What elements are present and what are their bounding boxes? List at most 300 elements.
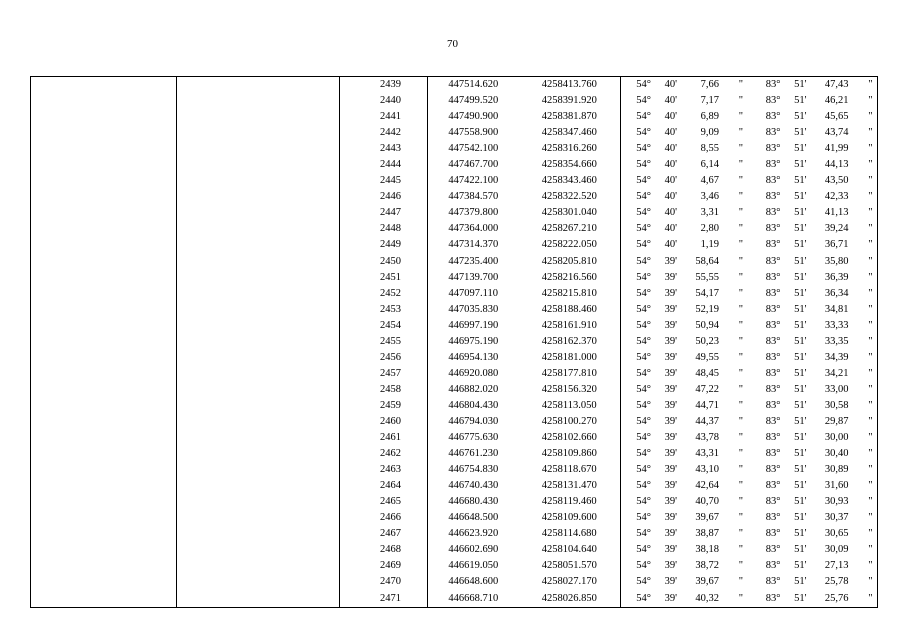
y-coordinate: 4258215.810 bbox=[519, 286, 621, 302]
point-number: 2447 bbox=[340, 205, 428, 221]
seconds-value: 30,65 bbox=[824, 528, 849, 540]
x-coordinate: 447558.900 bbox=[448, 127, 499, 139]
seconds-value: 47,22 bbox=[695, 383, 719, 395]
longitude bbox=[751, 286, 878, 302]
longitude bbox=[751, 205, 878, 221]
minutes bbox=[651, 574, 677, 590]
degrees-value: 83 bbox=[765, 335, 777, 347]
degrees-value: 54 bbox=[636, 159, 647, 171]
minutes bbox=[651, 398, 677, 414]
degrees-value: 83 bbox=[765, 303, 777, 315]
seconds-symbol: " bbox=[738, 111, 743, 123]
seconds-value: 38,87 bbox=[695, 528, 719, 540]
seconds-symbol: " bbox=[738, 496, 743, 508]
seconds bbox=[804, 398, 849, 414]
minutes bbox=[781, 157, 807, 173]
table-row bbox=[31, 350, 878, 366]
minutes-value: 51 bbox=[794, 207, 805, 219]
minutes-symbol: ' bbox=[675, 95, 677, 107]
latitude bbox=[621, 141, 751, 157]
minutes bbox=[651, 334, 677, 350]
longitude bbox=[751, 366, 878, 382]
longitude bbox=[751, 77, 878, 94]
seconds-value: 3,31 bbox=[700, 207, 719, 219]
minutes-symbol: ' bbox=[675, 319, 677, 331]
degrees bbox=[621, 189, 651, 205]
seconds bbox=[677, 77, 719, 93]
blank-cell bbox=[31, 382, 177, 398]
degrees-symbol: ° bbox=[646, 223, 651, 235]
x-coordinate: 447364.000 bbox=[448, 223, 499, 235]
degrees-symbol: ° bbox=[646, 335, 651, 347]
y-coordinate: 4258104.640 bbox=[519, 542, 621, 558]
minutes-value: 51 bbox=[794, 367, 805, 379]
degrees-symbol: ° bbox=[646, 95, 651, 107]
degrees bbox=[751, 350, 781, 366]
x-coordinate: 447379.800 bbox=[448, 207, 499, 219]
degrees bbox=[751, 77, 781, 93]
longitude-dms bbox=[751, 414, 878, 430]
seconds bbox=[804, 510, 849, 526]
seconds-value: 46,21 bbox=[824, 95, 849, 107]
seconds bbox=[804, 237, 849, 253]
seconds bbox=[677, 334, 719, 350]
minutes-value: 51 bbox=[794, 432, 805, 444]
minutes-symbol: ' bbox=[804, 528, 807, 540]
longitude-dms bbox=[751, 125, 878, 141]
seconds bbox=[804, 542, 849, 558]
degrees-symbol: ° bbox=[776, 95, 781, 107]
seconds-value: 49,55 bbox=[695, 351, 719, 363]
minutes-symbol: ' bbox=[675, 592, 677, 604]
y-coordinate: 4258100.270 bbox=[519, 414, 621, 430]
coordinates-table-body bbox=[31, 77, 878, 608]
seconds-symbol: " bbox=[868, 111, 873, 123]
seconds bbox=[677, 189, 719, 205]
point-number: 2456 bbox=[340, 350, 428, 366]
degrees-symbol: ° bbox=[776, 191, 781, 203]
degrees-symbol: ° bbox=[776, 544, 781, 556]
degrees-symbol: ° bbox=[646, 303, 651, 315]
longitude-dms bbox=[751, 109, 878, 125]
seconds-value: 55,55 bbox=[695, 271, 719, 283]
degrees bbox=[621, 93, 651, 109]
y-coordinate: 4258109.860 bbox=[519, 446, 621, 462]
minutes-value: 40 bbox=[664, 175, 676, 187]
seconds-value: 25,78 bbox=[824, 576, 849, 588]
minutes-symbol: ' bbox=[675, 544, 677, 556]
seconds-symbol: " bbox=[868, 432, 873, 444]
degrees-symbol: ° bbox=[646, 175, 651, 187]
degrees-symbol: ° bbox=[776, 496, 781, 508]
minutes-value: 39 bbox=[664, 319, 676, 331]
minutes bbox=[651, 350, 677, 366]
point-number: 2457 bbox=[340, 366, 428, 382]
seconds-symbol: " bbox=[868, 207, 873, 219]
seconds-symbol: " bbox=[868, 319, 873, 331]
longitude bbox=[751, 254, 878, 270]
degrees-value: 83 bbox=[765, 480, 777, 492]
y-coordinate: 4258113.050 bbox=[519, 398, 621, 414]
minutes bbox=[781, 382, 807, 398]
minutes-symbol: ' bbox=[804, 432, 807, 444]
x-coordinate: 446648.500 bbox=[448, 512, 499, 524]
blank-cell bbox=[31, 542, 177, 558]
minutes bbox=[651, 526, 677, 542]
minutes-value: 40 bbox=[664, 191, 676, 203]
degrees-symbol: ° bbox=[646, 191, 651, 203]
minutes-value: 51 bbox=[794, 335, 805, 347]
y-coordinate: 4258119.460 bbox=[519, 494, 621, 510]
latitude bbox=[621, 157, 751, 173]
table-row bbox=[31, 302, 878, 318]
blank-cell bbox=[177, 125, 340, 141]
seconds-symbol: " bbox=[868, 496, 873, 508]
seconds-symbol: " bbox=[738, 399, 743, 411]
x-coordinate: 447314.370 bbox=[448, 239, 499, 251]
table-row bbox=[31, 558, 878, 574]
degrees bbox=[621, 430, 651, 446]
latitude-dms bbox=[621, 526, 751, 542]
latitude-dms bbox=[621, 430, 751, 446]
x-coordinate: 447514.620 bbox=[428, 77, 519, 94]
seconds-symbol: " bbox=[868, 239, 873, 251]
minutes bbox=[781, 350, 807, 366]
longitude bbox=[751, 478, 878, 494]
degrees bbox=[751, 334, 781, 350]
degrees-symbol: ° bbox=[646, 464, 651, 476]
degrees-symbol: ° bbox=[646, 432, 651, 444]
seconds-symbol: " bbox=[868, 351, 873, 363]
minutes-value: 51 bbox=[794, 448, 805, 460]
point-number: 2444 bbox=[340, 157, 428, 173]
minutes bbox=[781, 221, 807, 237]
minutes bbox=[651, 494, 677, 510]
latitude-dms bbox=[621, 366, 751, 382]
seconds bbox=[677, 510, 719, 526]
table-row bbox=[31, 189, 878, 205]
minutes bbox=[651, 173, 677, 189]
latitude-dms bbox=[621, 221, 751, 237]
minutes bbox=[781, 125, 807, 141]
minutes bbox=[781, 189, 807, 205]
degrees-symbol: ° bbox=[776, 271, 781, 283]
minutes-symbol: ' bbox=[804, 175, 807, 187]
degrees bbox=[621, 558, 651, 574]
longitude-dms bbox=[751, 270, 878, 286]
seconds-symbol: " bbox=[868, 544, 873, 556]
minutes bbox=[781, 558, 807, 574]
latitude bbox=[621, 382, 751, 398]
seconds-symbol: " bbox=[738, 143, 743, 155]
longitude-dms bbox=[751, 494, 878, 510]
blank-cell bbox=[177, 446, 340, 462]
seconds-value: 39,67 bbox=[695, 576, 719, 588]
degrees-value: 54 bbox=[636, 271, 647, 283]
longitude bbox=[751, 270, 878, 286]
latitude-dms bbox=[621, 574, 751, 590]
latitude bbox=[621, 334, 751, 350]
longitude bbox=[751, 173, 878, 189]
x-coordinate: 447542.100 bbox=[448, 143, 499, 155]
minutes bbox=[651, 382, 677, 398]
minutes-value: 39 bbox=[664, 287, 676, 299]
minutes bbox=[781, 286, 807, 302]
degrees bbox=[621, 302, 651, 318]
degrees bbox=[751, 93, 781, 109]
degrees-value: 83 bbox=[765, 432, 777, 444]
degrees-symbol: ° bbox=[646, 111, 651, 123]
degrees-value: 83 bbox=[765, 255, 777, 267]
longitude bbox=[751, 414, 878, 430]
blank-cell bbox=[177, 366, 340, 382]
point-number: 2468 bbox=[340, 542, 428, 558]
x-coordinate: 446602.690 bbox=[448, 544, 499, 556]
table-row bbox=[31, 574, 878, 590]
degrees-symbol: ° bbox=[776, 383, 781, 395]
seconds bbox=[677, 270, 719, 286]
longitude-dms bbox=[751, 430, 878, 446]
minutes bbox=[781, 398, 807, 414]
y-coordinate: 4258161.910 bbox=[519, 318, 621, 334]
seconds bbox=[804, 494, 849, 510]
degrees bbox=[621, 318, 651, 334]
minutes-value: 51 bbox=[794, 512, 805, 524]
blank-cell bbox=[31, 189, 177, 205]
y-coordinate: 4258301.040 bbox=[519, 205, 621, 221]
degrees bbox=[621, 286, 651, 302]
degrees-symbol: ° bbox=[646, 528, 651, 540]
minutes-value: 51 bbox=[794, 79, 805, 91]
seconds-symbol: " bbox=[868, 287, 873, 299]
degrees-value: 54 bbox=[636, 111, 647, 123]
blank-cell bbox=[177, 494, 340, 510]
minutes bbox=[651, 237, 677, 253]
longitude-dms bbox=[751, 526, 878, 542]
minutes-symbol: ' bbox=[675, 432, 677, 444]
seconds-value: 39,24 bbox=[824, 223, 849, 235]
minutes-symbol: ' bbox=[675, 448, 677, 460]
minutes-value: 51 bbox=[794, 175, 805, 187]
latitude bbox=[621, 318, 751, 334]
seconds-symbol: " bbox=[738, 175, 743, 187]
table-row bbox=[31, 526, 878, 542]
seconds-symbol: " bbox=[738, 560, 743, 572]
degrees bbox=[621, 350, 651, 366]
latitude-dms bbox=[621, 542, 751, 558]
degrees-value: 54 bbox=[636, 223, 647, 235]
point-number: 2453 bbox=[340, 302, 428, 318]
minutes-symbol: ' bbox=[675, 271, 677, 283]
seconds-value: 40,32 bbox=[695, 592, 719, 604]
latitude bbox=[621, 221, 751, 237]
seconds bbox=[804, 302, 849, 318]
longitude-dms bbox=[751, 302, 878, 318]
seconds-symbol: " bbox=[738, 512, 743, 524]
seconds bbox=[677, 237, 719, 253]
seconds-value: 40,70 bbox=[695, 496, 719, 508]
latitude-dms bbox=[621, 462, 751, 478]
minutes-symbol: ' bbox=[675, 239, 677, 251]
minutes bbox=[651, 93, 677, 109]
minutes-symbol: ' bbox=[804, 79, 807, 91]
seconds-symbol: " bbox=[868, 127, 873, 139]
degrees-symbol: ° bbox=[776, 287, 781, 299]
degrees-symbol: ° bbox=[776, 319, 781, 331]
minutes bbox=[651, 510, 677, 526]
degrees bbox=[751, 366, 781, 382]
minutes-symbol: ' bbox=[804, 335, 807, 347]
longitude-dms bbox=[751, 366, 878, 382]
seconds-value: 7,17 bbox=[700, 95, 719, 107]
minutes-value: 39 bbox=[664, 464, 676, 476]
degrees bbox=[751, 494, 781, 510]
seconds bbox=[804, 526, 849, 542]
x-coordinate: 446794.030 bbox=[448, 416, 499, 427]
blank-cell bbox=[177, 302, 340, 318]
seconds bbox=[677, 558, 719, 574]
latitude bbox=[621, 591, 751, 608]
minutes bbox=[781, 462, 807, 478]
minutes-symbol: ' bbox=[675, 127, 677, 139]
degrees bbox=[751, 398, 781, 414]
degrees-value: 83 bbox=[765, 464, 777, 476]
degrees-symbol: ° bbox=[776, 399, 781, 411]
minutes-symbol: ' bbox=[675, 480, 677, 492]
seconds-value: 25,76 bbox=[824, 592, 849, 604]
x-coordinate: 447235.400 bbox=[448, 255, 499, 267]
seconds-symbol: " bbox=[868, 480, 873, 492]
seconds-symbol: " bbox=[868, 592, 873, 604]
seconds-value: 31,60 bbox=[824, 480, 849, 492]
seconds-symbol: " bbox=[868, 191, 873, 203]
minutes-symbol: ' bbox=[804, 544, 807, 556]
degrees bbox=[621, 366, 651, 382]
seconds-value: 33,33 bbox=[824, 319, 849, 331]
minutes-value: 51 bbox=[794, 191, 805, 203]
seconds-value: 38,18 bbox=[695, 544, 719, 556]
seconds-symbol: " bbox=[868, 512, 873, 524]
minutes-symbol: ' bbox=[675, 496, 677, 508]
degrees-value: 83 bbox=[765, 159, 777, 171]
seconds-value: 33,35 bbox=[824, 335, 849, 347]
seconds-value: 54,17 bbox=[695, 287, 719, 299]
seconds-value: 43,50 bbox=[824, 175, 849, 187]
y-coordinate: 4258413.760 bbox=[519, 77, 621, 94]
degrees bbox=[621, 334, 651, 350]
seconds bbox=[804, 157, 849, 173]
degrees-value: 54 bbox=[636, 255, 647, 267]
minutes-value: 51 bbox=[794, 143, 805, 155]
minutes-value: 39 bbox=[664, 448, 676, 460]
blank-cell bbox=[177, 254, 340, 270]
minutes bbox=[781, 237, 807, 253]
seconds-symbol: " bbox=[868, 464, 873, 476]
minutes-value: 40 bbox=[664, 207, 676, 219]
minutes bbox=[651, 125, 677, 141]
seconds-symbol: " bbox=[868, 399, 873, 411]
minutes bbox=[781, 526, 807, 542]
seconds-value: 50,23 bbox=[695, 335, 719, 347]
minutes bbox=[651, 157, 677, 173]
minutes-value: 39 bbox=[664, 560, 676, 572]
seconds bbox=[677, 302, 719, 318]
degrees-value: 83 bbox=[765, 367, 777, 379]
longitude-dms bbox=[751, 350, 878, 366]
longitude bbox=[751, 221, 878, 237]
minutes bbox=[781, 430, 807, 446]
blank-cell bbox=[31, 205, 177, 221]
seconds-value: 44,37 bbox=[695, 416, 719, 427]
minutes bbox=[781, 77, 807, 93]
blank-cell bbox=[177, 157, 340, 173]
minutes bbox=[781, 510, 807, 526]
blank-cell bbox=[31, 414, 177, 430]
degrees-value: 83 bbox=[765, 560, 777, 572]
x-coordinate: 447499.520 bbox=[448, 95, 499, 107]
blank-cell bbox=[31, 93, 177, 109]
degrees-value: 54 bbox=[636, 496, 647, 508]
degrees bbox=[621, 494, 651, 510]
blank-cell bbox=[31, 77, 177, 94]
minutes-symbol: ' bbox=[804, 223, 807, 235]
longitude bbox=[751, 542, 878, 558]
minutes-value: 51 bbox=[794, 223, 805, 235]
latitude bbox=[621, 286, 751, 302]
longitude-dms bbox=[751, 286, 878, 302]
seconds-symbol: " bbox=[738, 367, 743, 379]
degrees-symbol: ° bbox=[646, 159, 651, 171]
degrees-symbol: ° bbox=[646, 544, 651, 556]
point-number: 2440 bbox=[340, 93, 428, 109]
degrees-value: 54 bbox=[636, 207, 647, 219]
degrees bbox=[751, 462, 781, 478]
latitude-dms bbox=[621, 189, 751, 205]
table-row bbox=[31, 478, 878, 494]
degrees-value: 54 bbox=[636, 303, 647, 315]
degrees-value: 54 bbox=[636, 560, 647, 572]
y-coordinate: 4258026.850 bbox=[519, 591, 621, 608]
point-number: 2466 bbox=[340, 510, 428, 526]
x-coordinate: 447139.700 bbox=[448, 271, 499, 283]
minutes bbox=[781, 414, 807, 430]
degrees-symbol: ° bbox=[646, 512, 651, 524]
seconds-symbol: " bbox=[738, 239, 743, 251]
degrees-symbol: ° bbox=[776, 111, 781, 123]
degrees-value: 54 bbox=[636, 432, 647, 444]
latitude-dms bbox=[621, 237, 751, 253]
seconds-value: 42,33 bbox=[824, 191, 849, 203]
degrees bbox=[751, 446, 781, 462]
blank-cell bbox=[177, 558, 340, 574]
degrees bbox=[621, 478, 651, 494]
seconds bbox=[804, 366, 849, 382]
degrees-value: 83 bbox=[765, 127, 777, 139]
point-number: 2460 bbox=[340, 414, 428, 430]
blank-cell bbox=[31, 574, 177, 590]
latitude bbox=[621, 93, 751, 109]
seconds-symbol: " bbox=[868, 576, 873, 588]
minutes-symbol: ' bbox=[675, 175, 677, 187]
latitude bbox=[621, 398, 751, 414]
y-coordinate: 4258109.600 bbox=[519, 510, 621, 526]
degrees-value: 83 bbox=[765, 399, 777, 411]
seconds bbox=[677, 173, 719, 189]
degrees-symbol: ° bbox=[646, 207, 651, 219]
degrees bbox=[621, 125, 651, 141]
seconds-value: 52,19 bbox=[695, 303, 719, 315]
longitude-dms bbox=[751, 93, 878, 109]
